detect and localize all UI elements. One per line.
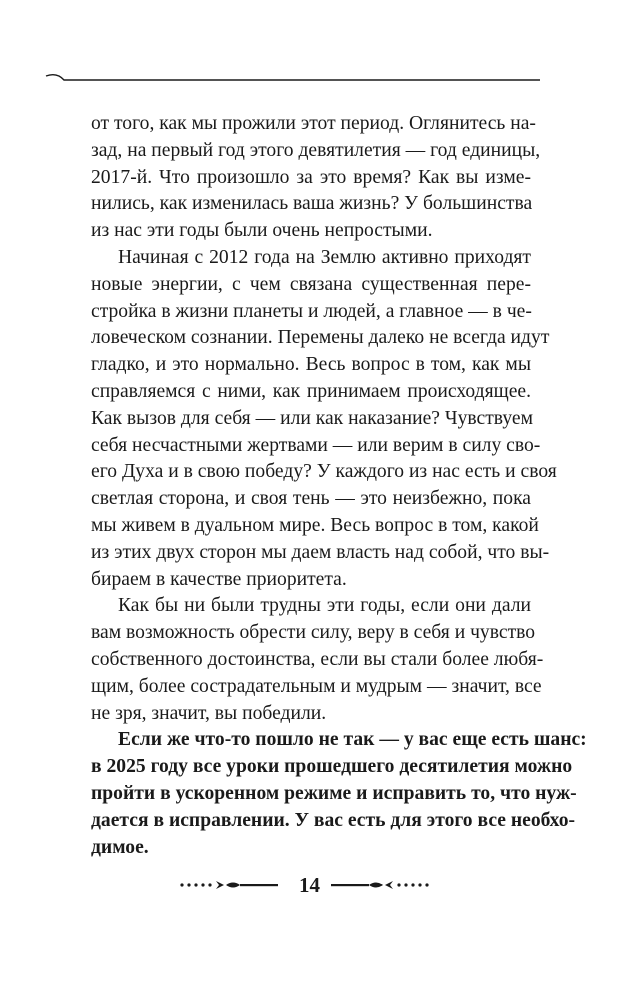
text-line: справляемся с ними, как принимаем происходящее. (91, 380, 531, 402)
text-line: Как бы ни были трудны эти годы, если они дали (118, 595, 531, 617)
text-line: 2017-й. Что произошло за это время? Как вы изме- (91, 166, 531, 188)
text-line: бираем в качестве приоритета. (91, 568, 347, 590)
paragraph (91, 245, 557, 593)
text-line: себя несчастными жертвами — или верим в силу сво- (91, 434, 541, 456)
paragraph (91, 593, 544, 727)
text-line: его Духа и в свою победу? У каждого из нас есть и своя (91, 461, 557, 483)
header-rule-swash (46, 75, 540, 80)
text-line: собственного достоинства, если вы стали более любя- (91, 648, 544, 670)
text-line: из нас эти годы были очень непростыми. (91, 220, 433, 242)
text-line: из этих двух сторон мы даем власть над собой, что вы- (91, 541, 550, 563)
header-rule (0, 0, 619, 90)
text-line: щим, более сострадательным и мудрым — значит, все (91, 675, 542, 697)
text-line: зад, на первый год этого девятилетия — год единицы, (91, 139, 541, 161)
text-line: дается в исправлении. У вас есть для этого все необхо- (91, 809, 576, 831)
text-line: Как вызов для себя — или как наказание? Чувствуем (91, 407, 534, 429)
text-line: гладко, и это нормально. Весь вопрос в том, как мы (91, 354, 531, 376)
text-line: Если же что-то пошло не так — у вас еще есть шанс: (118, 729, 587, 751)
text-line: не зря, значит, вы победили. (91, 702, 327, 724)
text-line: стройка в жизни планеты и людей, а главное — в че- (91, 300, 532, 322)
text-line: Начиная с 2012 года на Землю активно приходят (118, 246, 531, 268)
paragraph-bold (91, 727, 587, 861)
text-line: пройти в ускоренном режиме и исправить то, что нуж- (91, 782, 577, 804)
body-text (91, 111, 587, 861)
text-line: от того, как мы прожили этот период. Оглянитесь на- (91, 113, 536, 134)
text-line: мы живем в дуальном мире. Весь вопрос в том, какой (91, 514, 539, 536)
text-line: вам возможность обрести силу, веру в себя и чувство (91, 622, 536, 644)
text-line: в 2025 году все уроки прошедшего десятилетия можно (91, 756, 573, 778)
paragraph-continuation (91, 111, 541, 245)
page-footer (0, 870, 619, 900)
page-number: 14 (299, 873, 320, 897)
text-line: ловеческом сознании. Перемены далеко не всегда идут (91, 327, 550, 349)
text-line: светлая сторона, и своя тень — это неизбежно, пока (91, 488, 531, 510)
text-line: димое. (91, 836, 149, 858)
text-line: новые энергии, с чем связана существенная пере- (91, 273, 531, 295)
text-line: нились, как изменилась ваша жизнь? У большинства (91, 193, 533, 215)
